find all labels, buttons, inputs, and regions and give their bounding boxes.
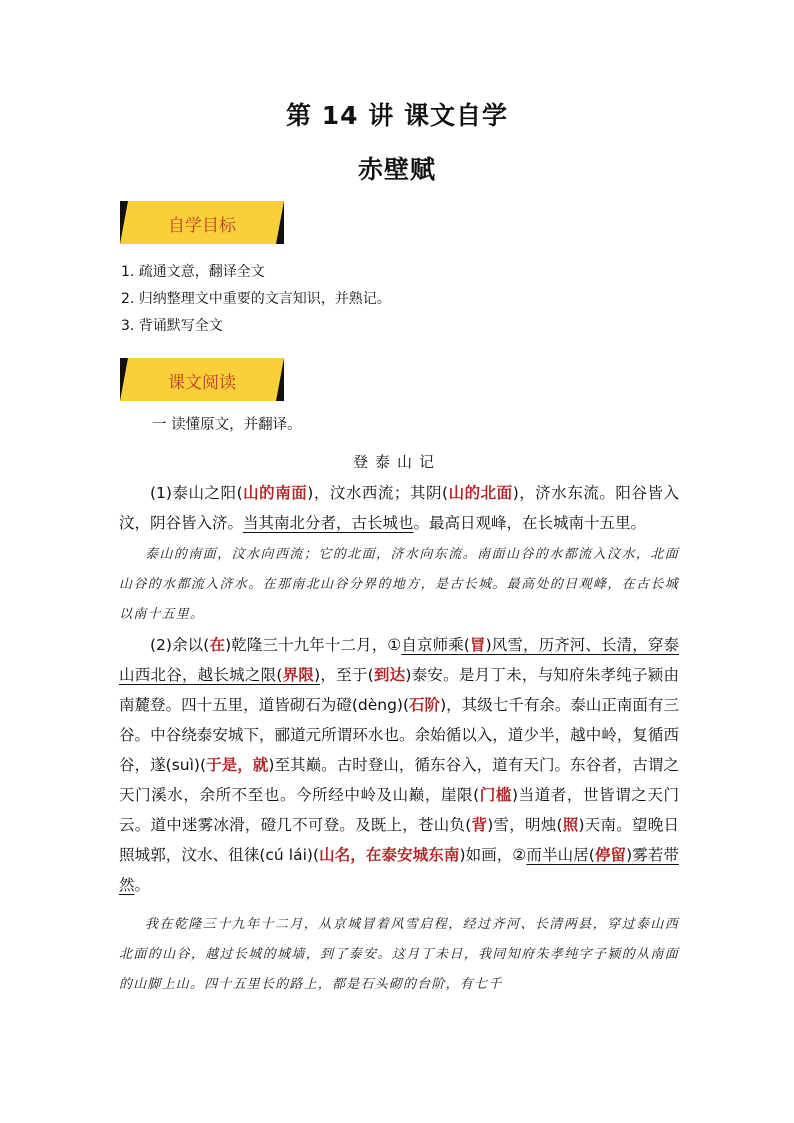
underlined-sentence: 而半山居(停留)雾若带然	[119, 846, 679, 894]
goals-list	[121, 259, 391, 340]
paragraph-1: (1)泰山之阳(山的南面)，汶水西流；其阴(山的北面)，济水东流。阳谷皆入汶，阴谷皆入济。当其南北分者，古长城也。最高日观峰，在长城南十五里。	[119, 484, 679, 532]
section-banner-reading	[120, 358, 284, 401]
goal-item: 1. 疏通文意，翻译全文	[121, 264, 265, 280]
paragraph-2: (2)余以(在)乾隆三十九年十二月，①自京师乘(冒)风雪，历齐河、长清，穿泰山西北谷，越长城之限(界限)，至于(到达)泰安。是月丁未，与知府朱孝纯子颍由南麓登。四十五里，道皆砌石为磴(dèng)(石阶)，其级七千有余。泰山正南面有三谷。中谷绕泰安城下，郦道元所谓环水也。余始循以入，道少半，越中岭，复循西谷，遂(suì)(于是，就)至其巅。古时登山，循东谷入，道有天门。东谷者，古谓之天门溪水，余所不至也。今所经中岭及山巅，崖限(门槛)当道者，世皆谓之天门云。道中迷雾冰滑，磴几不可登。及既上，苍山负(背)雪，明烛(照)天南。望晚日照城郭，汶水、徂徕(cú lái)(山名，在泰安城东南)如画，②而半山居(停留)雾若带然。	[119, 636, 679, 894]
page-subtitle: 赤壁赋	[357, 155, 436, 184]
goal-item: 3. 背诵默写全文	[121, 318, 223, 334]
annotation: 到达	[373, 666, 406, 684]
section-banner-label: 自学目标	[168, 216, 236, 236]
section-banner-goals	[120, 201, 284, 244]
translation-2: 我在乾隆三十九年十二月，从京城冒着风雪启程，经过齐河、长清两县，穿过泰山西北面的山谷，越过长城的城墙，到了泰安。这月丁未日，我同知府朱孝纯字子颍的从南面的山脚上山。四十五里长的路上，都是石头砌的台阶，有七千	[119, 917, 679, 992]
page-title: 第 14 讲 课文自学	[286, 101, 508, 130]
underlined-sentence: 当其南北分者，古长城也	[243, 514, 414, 532]
annotation: 石阶	[409, 696, 441, 714]
annotation: 山名，在泰安城东南	[319, 846, 460, 864]
translation-1: 泰山的南面，汶水向西流；它的北面，济水向东流。南面山谷的水都流入汶水，北面山谷的水都流入济水。在那南北山谷分界的地方，是古长城。最高处的日观峰，在古长城以南十五里。	[119, 547, 679, 622]
annotation: 在	[209, 636, 226, 654]
goal-item: 2. 归纳整理文中重要的文言知识，并熟记。	[121, 291, 391, 307]
section-banner-label: 课文阅读	[168, 373, 236, 393]
annotation: 背	[471, 816, 488, 834]
annotation: 山的北面	[448, 484, 513, 502]
instruction-text: 一 读懂原文，并翻译。	[152, 417, 302, 433]
annotation: 门槛	[479, 786, 512, 804]
annotation: 于是，就	[206, 756, 269, 774]
annotation: 照	[562, 816, 579, 834]
annotation: 山的南面	[242, 484, 308, 502]
underlined-sentence: 自京师乘(冒)风雪，历齐河、长清，穿泰山西北谷，越长城之限(界限)	[119, 636, 679, 684]
article-title: 登泰山记	[352, 453, 441, 471]
